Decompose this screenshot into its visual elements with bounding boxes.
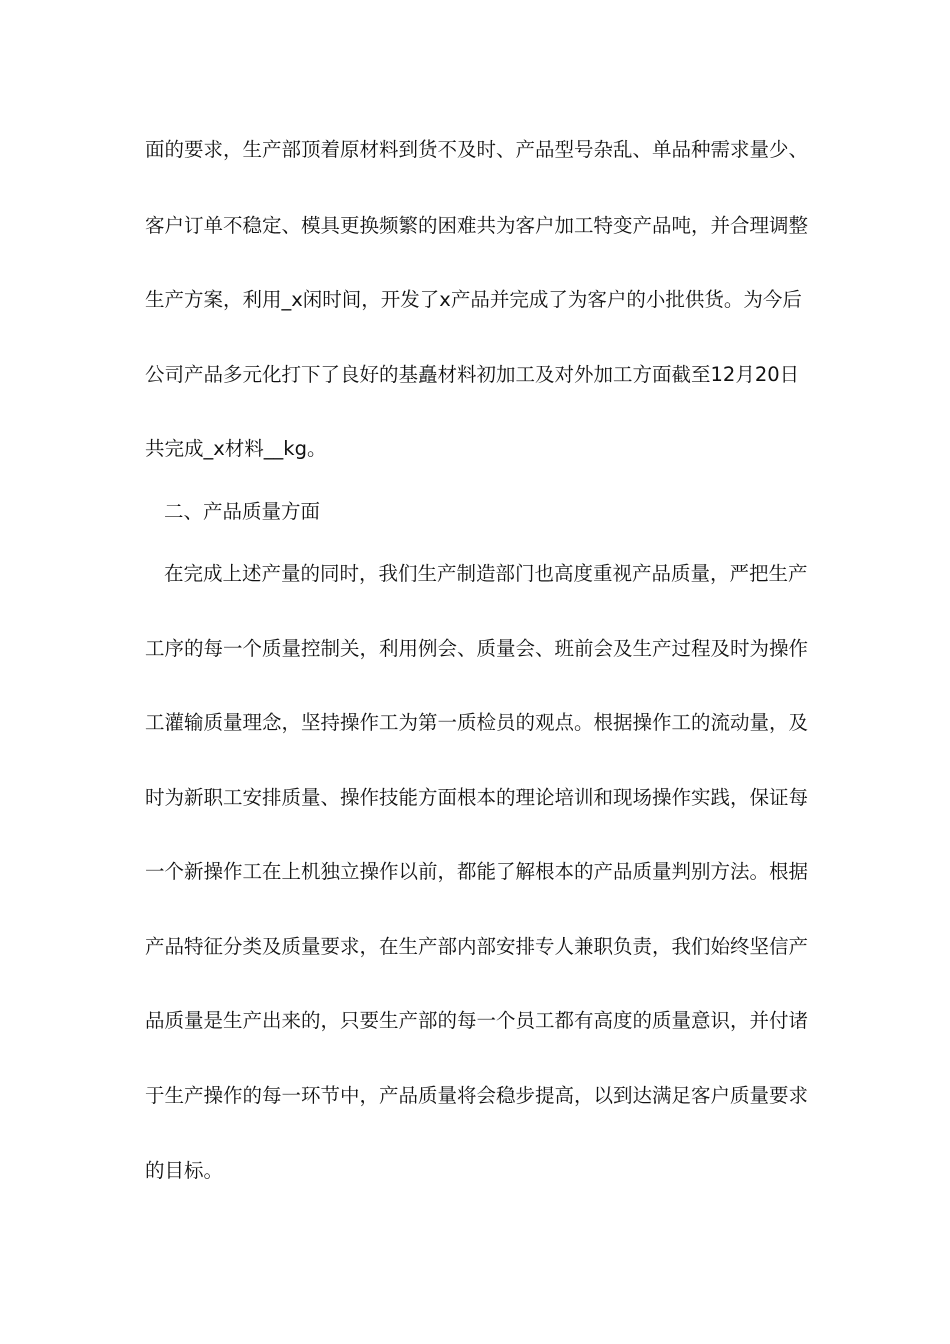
paragraph-1-line-1: 面的要求，生产部顶着原材料到货不及时、产品型号杂乱、单品种需求量少、 xyxy=(145,138,809,161)
paragraph-1-line-3: 生产方案，利用_x闲时间，开发了x产品并完成了为客户的小批供货。为今后 xyxy=(145,288,802,311)
paragraph-2-line-4: 时为新职工安排质量、操作技能方面根本的理论培训和现场操作实践，保证每 xyxy=(145,786,809,809)
paragraph-1-line-4: 公司产品多元化打下了良好的基矗材料初加工及对外加工方面截至12月20日 xyxy=(145,363,800,386)
paragraph-2-line-6: 产品特征分类及质量要求，在生产部内部安排专人兼职负责，我们始终坚信产 xyxy=(145,935,809,958)
paragraph-2-line-3: 工灌输质量理念，坚持操作工为第一质检员的观点。根据操作工的流动量，及 xyxy=(145,711,809,734)
paragraph-2-line-9: 的目标。 xyxy=(145,1159,224,1182)
paragraph-2-line-2: 工序的每一个质量控制关，利用例会、质量会、班前会及生产过程及时为操作 xyxy=(145,637,809,660)
paragraph-1-line-2: 客户订单不稳定、模具更换频繁的困难共为客户加工特变产品吨，并合理调整 xyxy=(145,214,809,237)
paragraph-2-line-1: 在完成上述产量的同时，我们生产制造部门也高度重视产品质量，严把生产 xyxy=(164,562,808,585)
paragraph-2-line-8: 于生产操作的每一环节中，产品质量将会稳步提高，以到达满足客户质量要求 xyxy=(145,1084,809,1107)
paragraph-2-line-7: 品质量是生产出来的，只要生产部的每一个员工都有高度的质量意识，并付诸 xyxy=(145,1009,809,1032)
paragraph-2-line-5: 一个新操作工在上机独立操作以前，都能了解根本的产品质量判别方法。根据 xyxy=(145,860,809,883)
section-heading: 二、产品质量方面 xyxy=(164,500,321,523)
paragraph-1-line-5: 共完成_x材料__kg。 xyxy=(145,437,327,460)
